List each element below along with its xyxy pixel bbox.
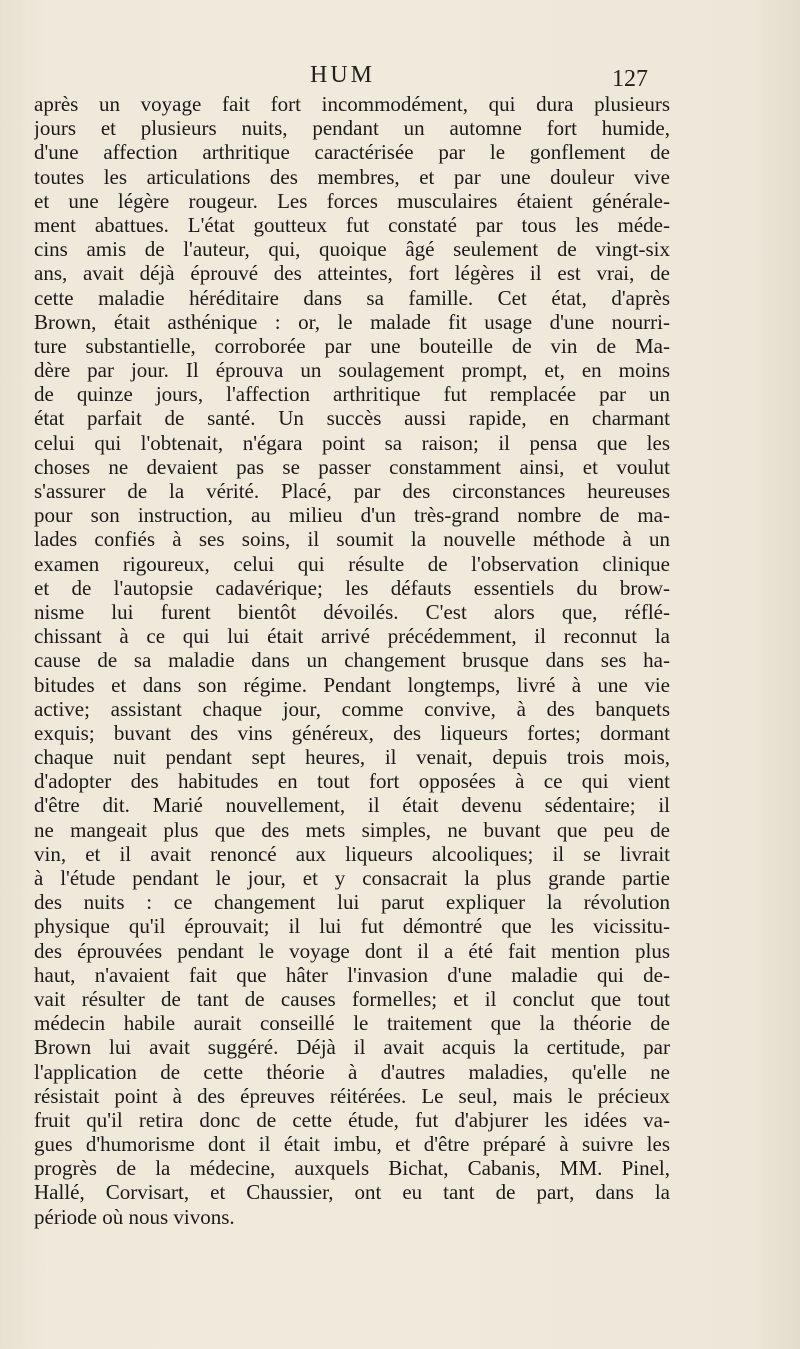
text-line: vin, et il avait renoncé aux liqueurs alcooliques; il se livrait bbox=[34, 841, 670, 866]
text-line: toutes les articulations des membres, et par une douleur vive bbox=[34, 164, 670, 189]
body-text bbox=[34, 92, 670, 1229]
page-header bbox=[0, 62, 800, 92]
text-line: fruit qu'il retira donc de cette étude, fut d'abjurer les idées va- bbox=[34, 1107, 670, 1132]
text-line: bitudes et dans son régime. Pendant longtemps, livré à une vie bbox=[34, 672, 670, 697]
text-line: jours et plusieurs nuits, pendant un automne fort humide, bbox=[34, 116, 670, 141]
text-line: de quinze jours, l'affection arthritique fut remplacée par un bbox=[34, 382, 670, 407]
text-line: pour son instruction, au milieu d'un très-grand nombre de ma- bbox=[34, 503, 670, 528]
text-line: s'assurer de la vérité. Placé, par des circonstances heureuses bbox=[34, 479, 670, 503]
text-line: Hallé, Corvisart, et Chaussier, ont eu tant de part, dans la bbox=[34, 1180, 670, 1205]
running-head: HUM bbox=[310, 62, 376, 88]
text-line: des nuits : ce changement lui parut expliquer la révolution bbox=[34, 890, 670, 915]
text-line: choses ne devaient pas se passer constamment ainsi, et voulut bbox=[34, 454, 670, 479]
text-line: ne mangeait plus que des mets simples, ne buvant que peu de bbox=[34, 817, 670, 842]
text-line: physique qu'il éprouvait; il lui fut démontré que les vicissitu- bbox=[34, 914, 670, 939]
text-line: après un voyage fait fort incommodément, qui dura plusieurs bbox=[34, 92, 670, 116]
text-line: cause de sa maladie dans un changement brusque dans ses ha- bbox=[34, 648, 670, 673]
text-line: examen rigoureux, celui qui résulte de l'observation clinique bbox=[34, 551, 670, 576]
text-line: d'être dit. Marié nouvellement, il était devenu sédentaire; il bbox=[34, 793, 670, 818]
page-number: 127 bbox=[612, 66, 648, 92]
text-line: Brown, était asthénique : or, le malade fit usage d'une nourri- bbox=[34, 309, 670, 334]
text-line: gues d'humorisme dont il était imbu, et d'être préparé à suivre les bbox=[34, 1132, 670, 1157]
text-line: cette maladie héréditaire dans sa famille. Cet état, d'après bbox=[34, 285, 670, 310]
text-line: état parfait de santé. Un succès aussi rapide, en charmant bbox=[34, 406, 670, 431]
text-line: cins amis de l'auteur, qui, quoique âgé seulement de vingt-six bbox=[34, 237, 670, 262]
text-line: chissant à ce qui lui était arrivé précédemment, il reconnut la bbox=[34, 624, 670, 649]
text-line: nisme lui furent bientôt dévoilés. C'est alors que, réflé- bbox=[34, 599, 670, 624]
text-line: période où nous vivons. bbox=[34, 1204, 235, 1229]
text-line: d'une affection arthritique caractérisée par le gonflement de bbox=[34, 140, 670, 165]
text-line: d'adopter des habitudes en tout fort opposées à ce qui vient bbox=[34, 769, 670, 794]
text-line: exquis; buvant des vins généreux, des liqueurs fortes; dormant bbox=[34, 720, 670, 745]
text-line: et une légère rougeur. Les forces musculaires étaient générale- bbox=[34, 188, 670, 213]
text-line: active; assistant chaque jour, comme convive, à des banquets bbox=[34, 696, 670, 721]
text-line: à l'étude pendant le jour, et y consacrait la plus grande partie bbox=[34, 866, 670, 890]
text-line: chaque nuit pendant sept heures, il venait, depuis trois mois, bbox=[34, 745, 670, 770]
text-line: des éprouvées pendant le voyage dont il a été fait mention plus bbox=[34, 938, 670, 963]
text-line: Brown lui avait suggéré. Déjà il avait acquis la certitude, par bbox=[34, 1035, 670, 1060]
text-line: et de l'autopsie cadavérique; les défauts essentiels du brow- bbox=[34, 575, 670, 600]
text-line: ans, avait déjà éprouvé des atteintes, fort légères il est vrai, de bbox=[34, 261, 670, 286]
text-line: médecin habile aurait conseillé le traitement que la théorie de bbox=[34, 1011, 670, 1036]
text-line: celui qui l'obtenait, n'égara point sa raison; il pensa que les bbox=[34, 430, 670, 455]
text-line: ment abattues. L'état goutteux fut constaté par tous les méde- bbox=[34, 212, 670, 237]
text-line: dère par jour. Il éprouva un soulagement prompt, et, en moins bbox=[34, 358, 670, 383]
text-line: vait résulter de tant de causes formelles; et il conclut que tout bbox=[34, 986, 670, 1011]
text-line: haut, n'avaient fait que hâter l'invasion d'une maladie qui de- bbox=[34, 962, 670, 987]
text-line: lades confiés à ses soins, il soumit la nouvelle méthode à un bbox=[34, 527, 670, 552]
text-line: ture substantielle, corroborée par une bouteille de vin de Ma- bbox=[34, 333, 670, 358]
text-line: résistait point à des épreuves réitérées. Le seul, mais le précieux bbox=[34, 1083, 670, 1108]
text-line: progrès de la médecine, auxquels Bichat, Cabanis, MM. Pinel, bbox=[34, 1156, 670, 1181]
text-line: l'application de cette théorie à d'autres maladies, qu'elle ne bbox=[34, 1059, 670, 1084]
